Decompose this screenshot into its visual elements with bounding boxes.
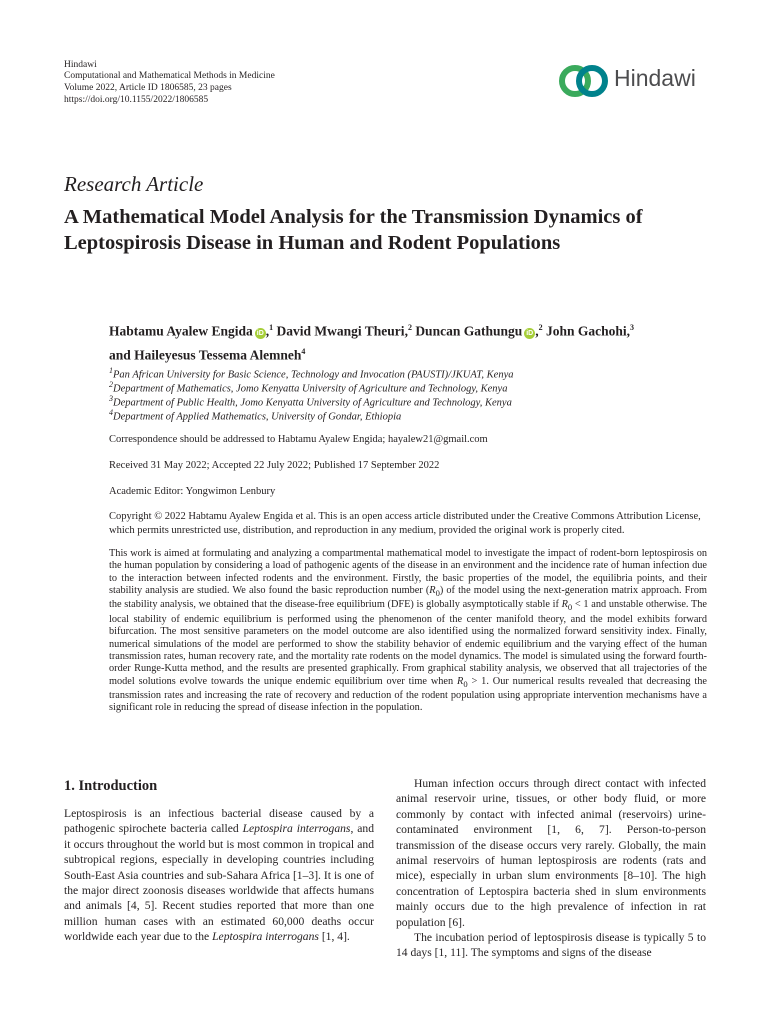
right-column <box>396 776 706 961</box>
author-name[interactable]: Haileyesus Tessema Alemneh <box>134 347 302 362</box>
journal-name: Computational and Mathematical Methods in Medicine <box>64 71 275 81</box>
author-name[interactable]: David Mwangi Theuri <box>276 323 405 339</box>
academic-editor: Academic Editor: Yongwimon Lenbury <box>109 486 276 497</box>
author-list: Habtamu Ayalew Engida iD ,$^1$ David Mwangi Theuri,$^2$ Duncan Gathungu iD ,$^2$ John Gachohi,$^3$ and Haileyesus Tessema Alemneh$^4$ <box>109 323 635 362</box>
copyright-notice: Copyright © 2022 Habtamu Ayalew Engida et al. This is an open access article distributed under the Creative Commons Attribution License, which permits unrestricted use, distribution, and reproduction in any medium, provided the original work is properly cited. <box>109 511 701 536</box>
affiliation-text: Department of Applied Mathematics, University of Gondar, Ethiopia <box>113 411 402 423</box>
r0-symbol: R <box>429 585 436 597</box>
affiliation-ref: 2 <box>538 323 543 332</box>
affiliation-text: Department of Public Health, Jomo Kenyatta University of Agriculture and Technology, Kenya <box>113 397 512 409</box>
paragraph: Human infection occurs through direct contact with infected animal reservoir urine, tissues, or other body fluid, or more commonly by contact with infected animal (reservoirs) urine-contaminated environment [1, 6, 7]. Person-to-person transmission of the disease occurs very rarely. Globally, the main animal reservoirs of human leptospirosis are rodents (rats and mice), especially in urban slum environments [8–10]. The high concentration of Leptospira bacteria shed in slum environments mainly occurs due to the high prevalence of infection in rat population [6]. <box>396 777 706 929</box>
orcid-icon[interactable]: iD <box>256 329 264 337</box>
affiliation-number: 1 <box>109 366 113 375</box>
author-name[interactable]: John Gachohi <box>545 323 627 339</box>
affiliation-number: 3 <box>109 394 113 403</box>
paragraph-text: Leptospirosis is an infectious bacterial disease caused by a pathogenic spirochete bacteria called <box>64 807 374 836</box>
affiliation-ref: 4 <box>301 346 306 356</box>
affiliation-number: 4 <box>109 408 113 417</box>
abstract-text: > 1. Our numerical results revealed that decreasing the transmission rates and increasing the rate of recovery and reduction of the rodent population using appropriate intervention mechanisms have a significant role in reducing the spread of disease infection in the population. <box>109 675 707 714</box>
publisher-name: Hindawi <box>64 60 97 70</box>
volume-line: Volume 2022, Article ID 1806585, 23 pages <box>64 83 232 93</box>
doi-link[interactable]: https://doi.org/10.1155/2022/1806585 <box>64 95 209 105</box>
abstract-text: This work is aimed at formulating and analyzing a compartmental mathematical model to investigate the impact of rodent-born leptospirosis on the human population by considering a load of pathogenic agents of the disease in an environment and the incidence rate of human infection due to the interaction between infected rodents and the environment. Firstly, the basic properties of the model, the equilibria points, and their stability analysis are studied. We also found the basic reproduction number ( <box>109 548 707 597</box>
publication-dates: Received 31 May 2022; Accepted 22 July 2022; Published 17 September 2022 <box>109 460 440 471</box>
affiliation <box>109 406 401 424</box>
paragraph: The incubation period of leptospirosis disease is typically 5 to 14 days [1, 11]. The symptoms and signs of the disease <box>396 931 706 960</box>
r0-subscript: 0 <box>463 678 468 689</box>
affiliation-ref: 2 <box>407 323 412 332</box>
affiliation-text: Department of Mathematics, Jomo Kenyatta University of Agriculture and Technology, Kenya <box>113 383 508 395</box>
species-name: Leptospira interrogans <box>212 930 319 944</box>
affiliation-text: Pan African University for Basic Science, Technology and Invocation (PAUSTI)/JKUAT, Kenya <box>113 369 514 381</box>
article-type: Research Article <box>64 172 204 196</box>
paragraph-text: , and it occurs throughout the world but is most common in tropical and subtropical regions, especially in developing countries including South-East Asia countries and sub-Sahara Africa [1–3]. It is one of the major direct zoonosis diseases worldwide that affects humans and animals [4, 5]. Recent studies reported that more than one million human cases with an estimated 60,000 deaths occur worldwide each year due to the <box>64 822 375 944</box>
article-title: A Mathematical Model Analysis for the Transmission Dynamics of Leptospirosis Disease in Human and Rodent Populations <box>64 206 643 254</box>
correspondence: Correspondence should be addressed to Habtamu Ayalew Engida; hayalew21@gmail.com <box>109 434 488 445</box>
abstract <box>109 548 707 715</box>
orcid-icon[interactable]: iD <box>526 329 534 337</box>
r0-subscript: 0 <box>567 602 573 613</box>
abstract-text: ) of the model using the next-generation matrix approach. From the stability analysis, we obtained that the disease-free equilibrium (DFE) is globally asymptotically stable if <box>109 585 707 611</box>
affiliation-ref: 1 <box>269 323 274 332</box>
logo-text: Hindawi <box>614 65 696 91</box>
author-conjunction: and <box>109 347 131 362</box>
hindawi-logo <box>556 60 716 102</box>
left-column <box>64 806 374 945</box>
section-heading: 1. Introduction <box>64 778 158 794</box>
r0-subscript: 0 <box>435 588 440 599</box>
r0-symbol: R <box>457 675 464 687</box>
species-name: Leptospira interrogans <box>242 822 351 836</box>
abstract-text: < 1 and unstable otherwise. The local stability of endemic equilibrium is performed using the phenomenon of the center manifold theory, and the model exhibits forward bifurcation. The most sensitive parameters on the model outcome are also identified using the normalized forward sensitivity index. Finally, numerical simulations of the model are performed to show the stability behavior of endemic equilibrium and the varying effect of the human transmission rates, human recovery rate, and the mortality rate rodents on the model dynamics. The model is simulated using the forward fourth-order Runge-Kutta method, and the results are presented graphically. From graphical stability analysis, we observed that all trajectories of the model solutions evolve towards the unique endemic equilibrium over time when <box>109 599 707 687</box>
affiliation-ref: 3 <box>630 323 635 332</box>
author-name[interactable]: Habtamu Ayalew Engida <box>109 323 253 339</box>
paragraph <box>64 806 374 945</box>
hindawi-logo-icon <box>556 60 612 102</box>
paragraph-text: [1, 4]. <box>318 930 350 944</box>
author-name[interactable]: Duncan Gathungu <box>415 323 523 339</box>
affiliation-number: 2 <box>109 380 113 389</box>
r0-symbol: R <box>561 599 568 611</box>
